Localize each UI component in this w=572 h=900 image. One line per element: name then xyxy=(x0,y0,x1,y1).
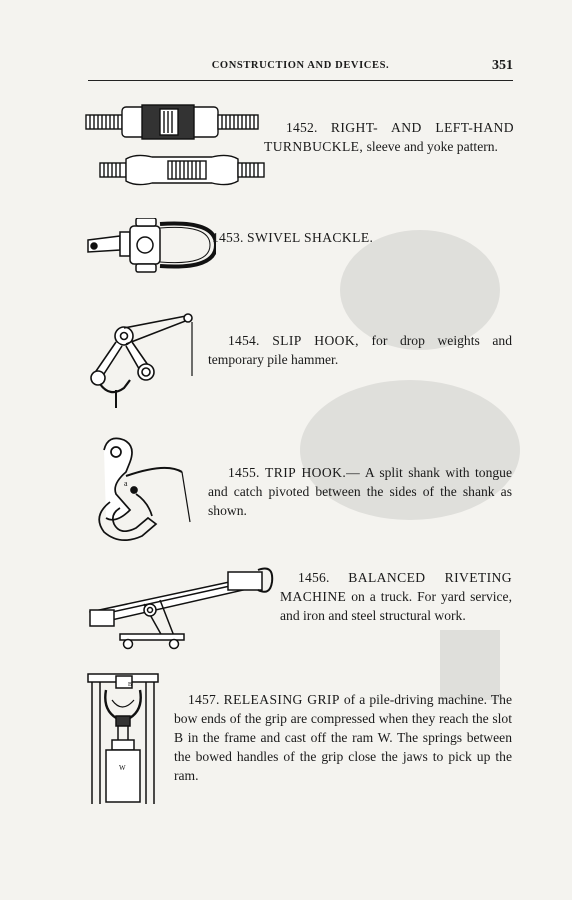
entry-1457 xyxy=(174,690,512,785)
entry-number: 1457. xyxy=(188,692,220,707)
entry-number: 1455. xyxy=(228,465,260,480)
entry-title: BALANCED RIVETING MACHINE xyxy=(280,570,512,604)
entry-number: 1456. xyxy=(298,570,330,585)
figure-label-a: a xyxy=(124,479,128,488)
entry-1454 xyxy=(208,331,512,369)
header-rule xyxy=(88,80,513,81)
entry-title: SLIP HOOK, xyxy=(272,333,359,348)
figure-label-w: W xyxy=(119,764,126,772)
running-head xyxy=(88,58,513,78)
entry-title: RELEASING GRIP xyxy=(223,692,340,707)
entry-number: 1452. xyxy=(286,120,318,135)
swivel-shackle-figure xyxy=(86,218,216,274)
entry-1453 xyxy=(212,228,512,247)
entry-1452 xyxy=(264,118,514,156)
releasing-grip-figure xyxy=(86,670,160,806)
entry-body: for drop weights and temporary pile hammer. xyxy=(208,333,513,367)
riveting-machine-figure xyxy=(88,566,278,650)
figure-label-b: B xyxy=(128,682,133,688)
slip-hook-figure xyxy=(86,298,206,414)
entry-body: sleeve and yoke pattern. xyxy=(366,139,498,154)
entry-body: of a pile-driving machine. The bow ends of the grip are compressed when they reach the slot B in the frame and cast off the ram W. The springs between the bowed handles of the grip close the jaws to pick up the ram. xyxy=(174,692,512,783)
entry-number: 1454. xyxy=(228,333,260,348)
entry-title: SWIVEL SHACKLE. xyxy=(247,230,374,245)
entry-1455 xyxy=(208,463,512,520)
entry-title: TRIP HOOK.— xyxy=(265,465,361,480)
entry-title: RIGHT- AND LEFT-HAND TURNBUCKLE, xyxy=(264,120,514,154)
entry-number: 1453. xyxy=(212,230,244,245)
trip-hook-figure xyxy=(86,432,206,548)
turnbuckle-figure xyxy=(82,95,282,195)
entry-body: on a truck. For yard service, and iron and steel structural work. xyxy=(280,589,512,623)
running-title: CONSTRUCTION AND DEVICES. xyxy=(211,60,390,71)
entry-1456 xyxy=(280,568,512,625)
page-number: 351 xyxy=(492,58,513,73)
entry-body: A split shank with tongue and catch pivoted between the sides of the shank as shown. xyxy=(208,465,512,518)
